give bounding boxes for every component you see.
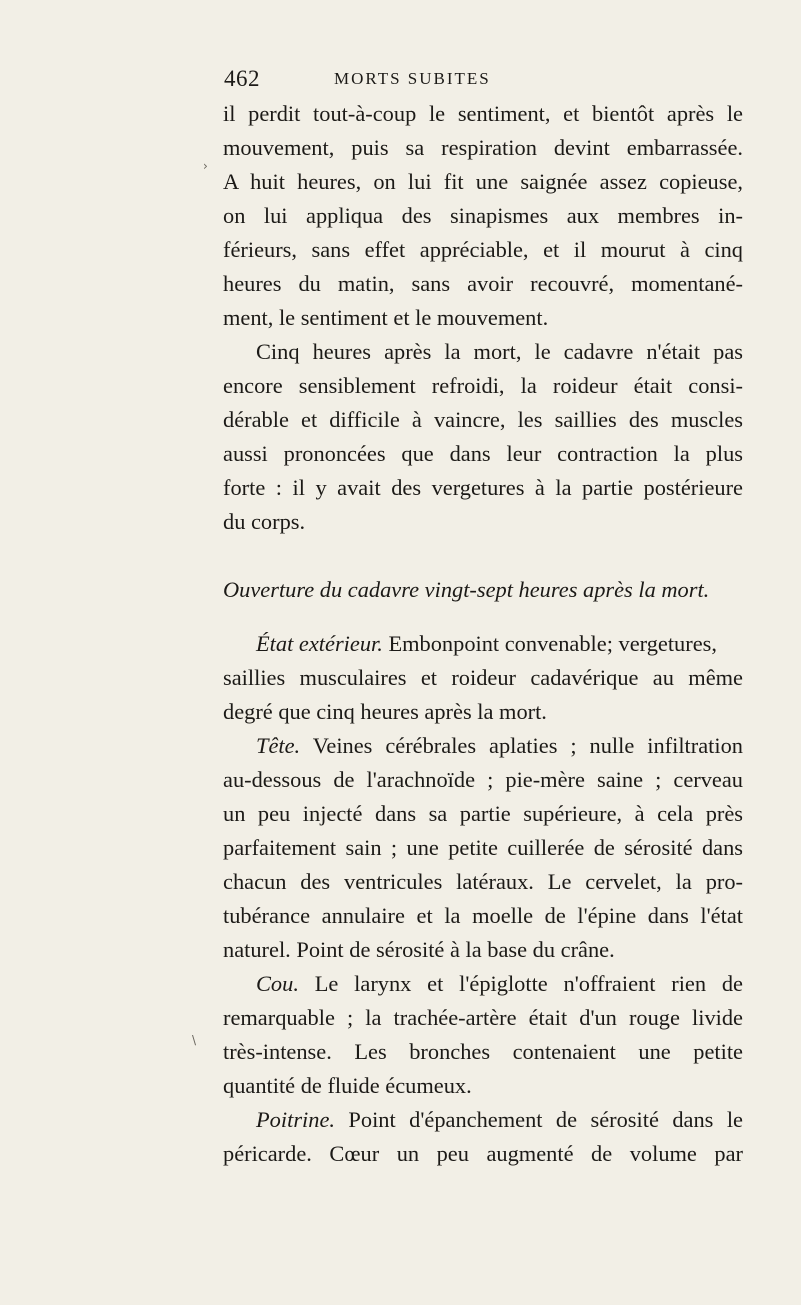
text-line: il perdit tout-à-coup le sentiment, et bientôt après le bbox=[223, 101, 743, 126]
text-line: mouvement, puis sa respiration devint embarrassée. bbox=[223, 135, 743, 160]
text-line: Tête. Veines cérébrales aplaties ; nulle infiltration bbox=[256, 733, 743, 758]
running-title: MORTS SUBITES bbox=[334, 69, 491, 88]
text-line: chacun des ventricules latéraux. Le cervelet, la pro- bbox=[223, 869, 743, 894]
text-line: tubérance annulaire et la moelle de l'épine dans l'état bbox=[223, 903, 743, 928]
text-line: État extérieur. Embonpoint convenable; vergetures, bbox=[256, 631, 717, 656]
text-line: forte : il y avait des vergetures à la partie postérieure bbox=[223, 475, 743, 500]
text-line: Cinq heures après la mort, le cadavre n'était pas bbox=[256, 339, 743, 364]
section-label: État extérieur. bbox=[256, 631, 383, 656]
section-label: Poitrine. bbox=[256, 1107, 335, 1132]
page-number: 462 bbox=[224, 66, 260, 91]
text-line: aussi prononcées que dans leur contraction la plus bbox=[223, 441, 743, 466]
text-line: naturel. Point de sérosité à la base du crâne. bbox=[223, 937, 615, 962]
text-line: A huit heures, on lui fit une saignée assez copieuse, bbox=[223, 169, 743, 194]
text-line: on lui appliqua des sinapismes aux membres in- bbox=[223, 203, 743, 228]
text-line: péricarde. Cœur un peu augmenté de volume par bbox=[223, 1141, 743, 1166]
text-line: férieurs, sans effet appréciable, et il mourut à cinq bbox=[223, 237, 743, 262]
text-line: du corps. bbox=[223, 509, 306, 534]
text-line: heures du matin, sans avoir recouvré, momentané- bbox=[223, 271, 743, 296]
text-line: très-intense. Les bronches contenaient une petite bbox=[223, 1039, 743, 1064]
text-line: remarquable ; la trachée-artère était d'un rouge livide bbox=[223, 1005, 743, 1030]
text-line: saillies musculaires et roideur cadavérique au même bbox=[223, 665, 743, 690]
text-line: quantité de fluide écumeux. bbox=[223, 1073, 472, 1098]
text-line: ment, le sentiment et le mouvement. bbox=[223, 305, 549, 330]
text-line: dérable et difficile à vaincre, les saillies des muscles bbox=[223, 407, 743, 432]
text-line: Cou. Le larynx et l'épiglotte n'offraient rien de bbox=[256, 971, 743, 996]
text-line: un peu injecté dans sa partie supérieure, à cela près bbox=[223, 801, 743, 826]
text-line: Poitrine. Point d'épanchement de sérosité dans le bbox=[256, 1107, 743, 1132]
section-label: Tête. bbox=[256, 733, 301, 758]
section-heading: Ouverture du cadavre vingt-sept heures après la mort. bbox=[223, 577, 710, 602]
text-line: degré que cinq heures après la mort. bbox=[223, 699, 547, 724]
section-label: Cou. bbox=[256, 971, 299, 996]
page-header bbox=[224, 66, 724, 96]
margin-mark: \ bbox=[192, 1033, 197, 1047]
margin-mark: › bbox=[203, 159, 208, 173]
text-line: au-dessous de l'arachnoïde ; pie-mère saine ; cerveau bbox=[223, 767, 743, 792]
text-line: encore sensiblement refroidi, la roideur était consi- bbox=[223, 373, 743, 398]
text-line: parfaitement sain ; une petite cuillerée de sérosité dans bbox=[223, 835, 743, 860]
